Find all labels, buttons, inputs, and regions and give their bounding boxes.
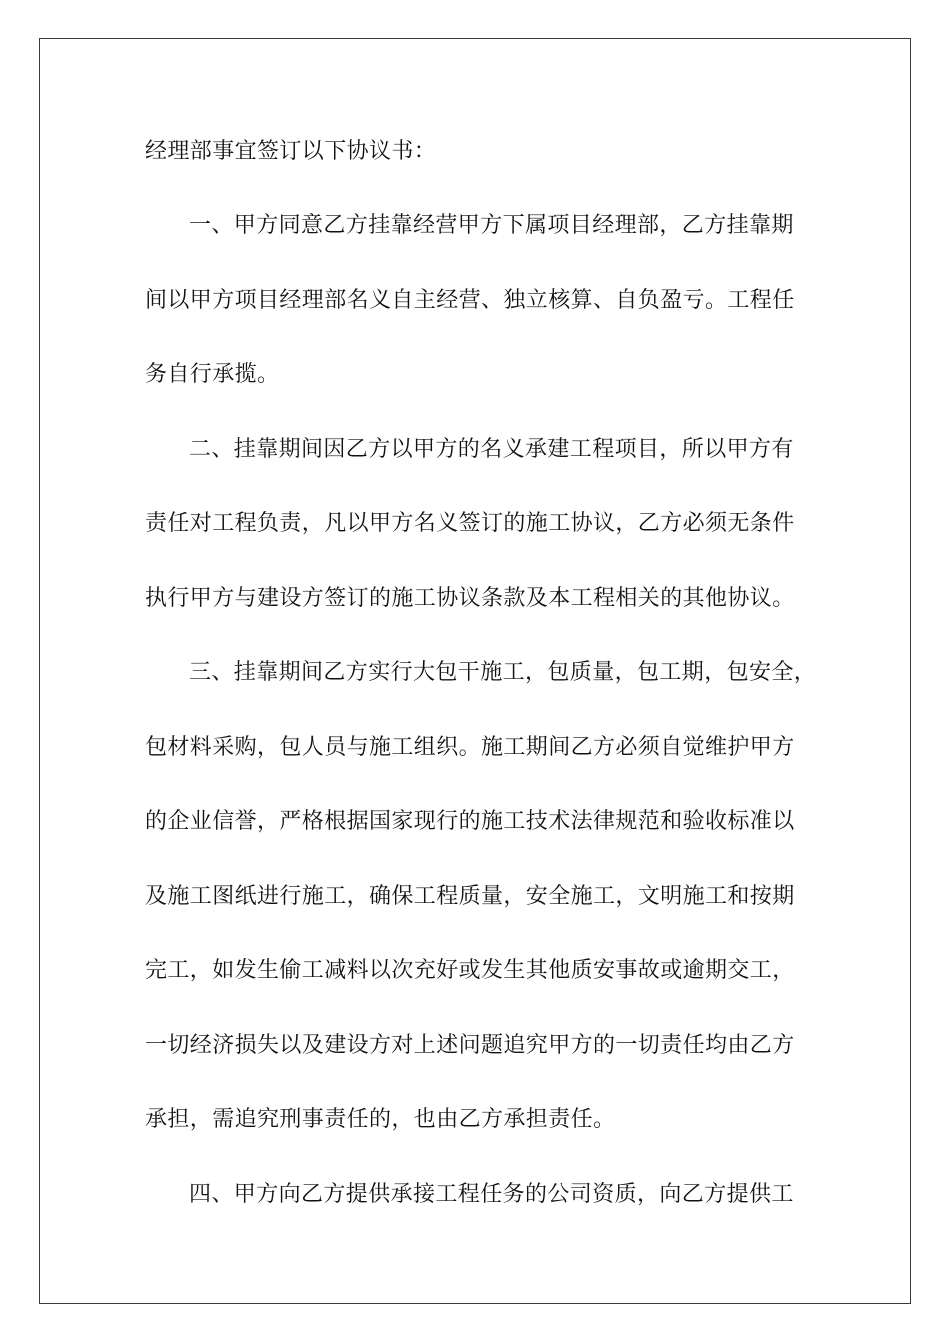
text-line: 承担，需追究刑事责任的，也由乙方承担责任。	[145, 1107, 616, 1132]
text-line: 及施工图纸进行施工，确保工程质量，安全施工，文明施工和按期	[145, 884, 795, 909]
text-line: 责任对工程负责，凡以甲方名义签订的施工协议，乙方必须无条件	[145, 511, 795, 536]
paragraph-4-first-line: 四、甲方向乙方提供承接工程任务的公司资质，向乙方提供工	[189, 1182, 794, 1207]
paragraph-1-first-line: 一、甲方同意乙方挂靠经营甲方下属项目经理部，乙方挂靠期	[189, 213, 794, 238]
text-line: 经理部事宜签订以下协议书：	[145, 139, 437, 164]
text-line: 执行甲方与建设方签订的施工协议条款及本工程相关的其他协议。	[145, 586, 795, 611]
text-line: 的企业信誉，严格根据国家现行的施工技术法律规范和验收标准以	[145, 809, 795, 834]
text-line: 间以甲方项目经理部名义自主经营、独立核算、自负盈亏。工程任	[145, 288, 795, 313]
paragraph-2-first-line: 二、挂靠期间因乙方以甲方的名义承建工程项目，所以甲方有	[189, 437, 794, 462]
paragraph-3-first-line: 三、挂靠期间乙方实行大包干施工，包质量，包工期，包安全，	[189, 660, 817, 685]
text-line: 一切经济损失以及建设方对上述问题追究甲方的一切责任均由乙方	[145, 1033, 795, 1058]
text-line: 包材料采购，包人员与施工组织。施工期间乙方必须自觉维护甲方	[145, 735, 795, 760]
text-line: 务自行承揽。	[145, 362, 280, 387]
text-line: 完工，如发生偷工减料以次充好或发生其他质安事故或逾期交工，	[145, 958, 795, 983]
